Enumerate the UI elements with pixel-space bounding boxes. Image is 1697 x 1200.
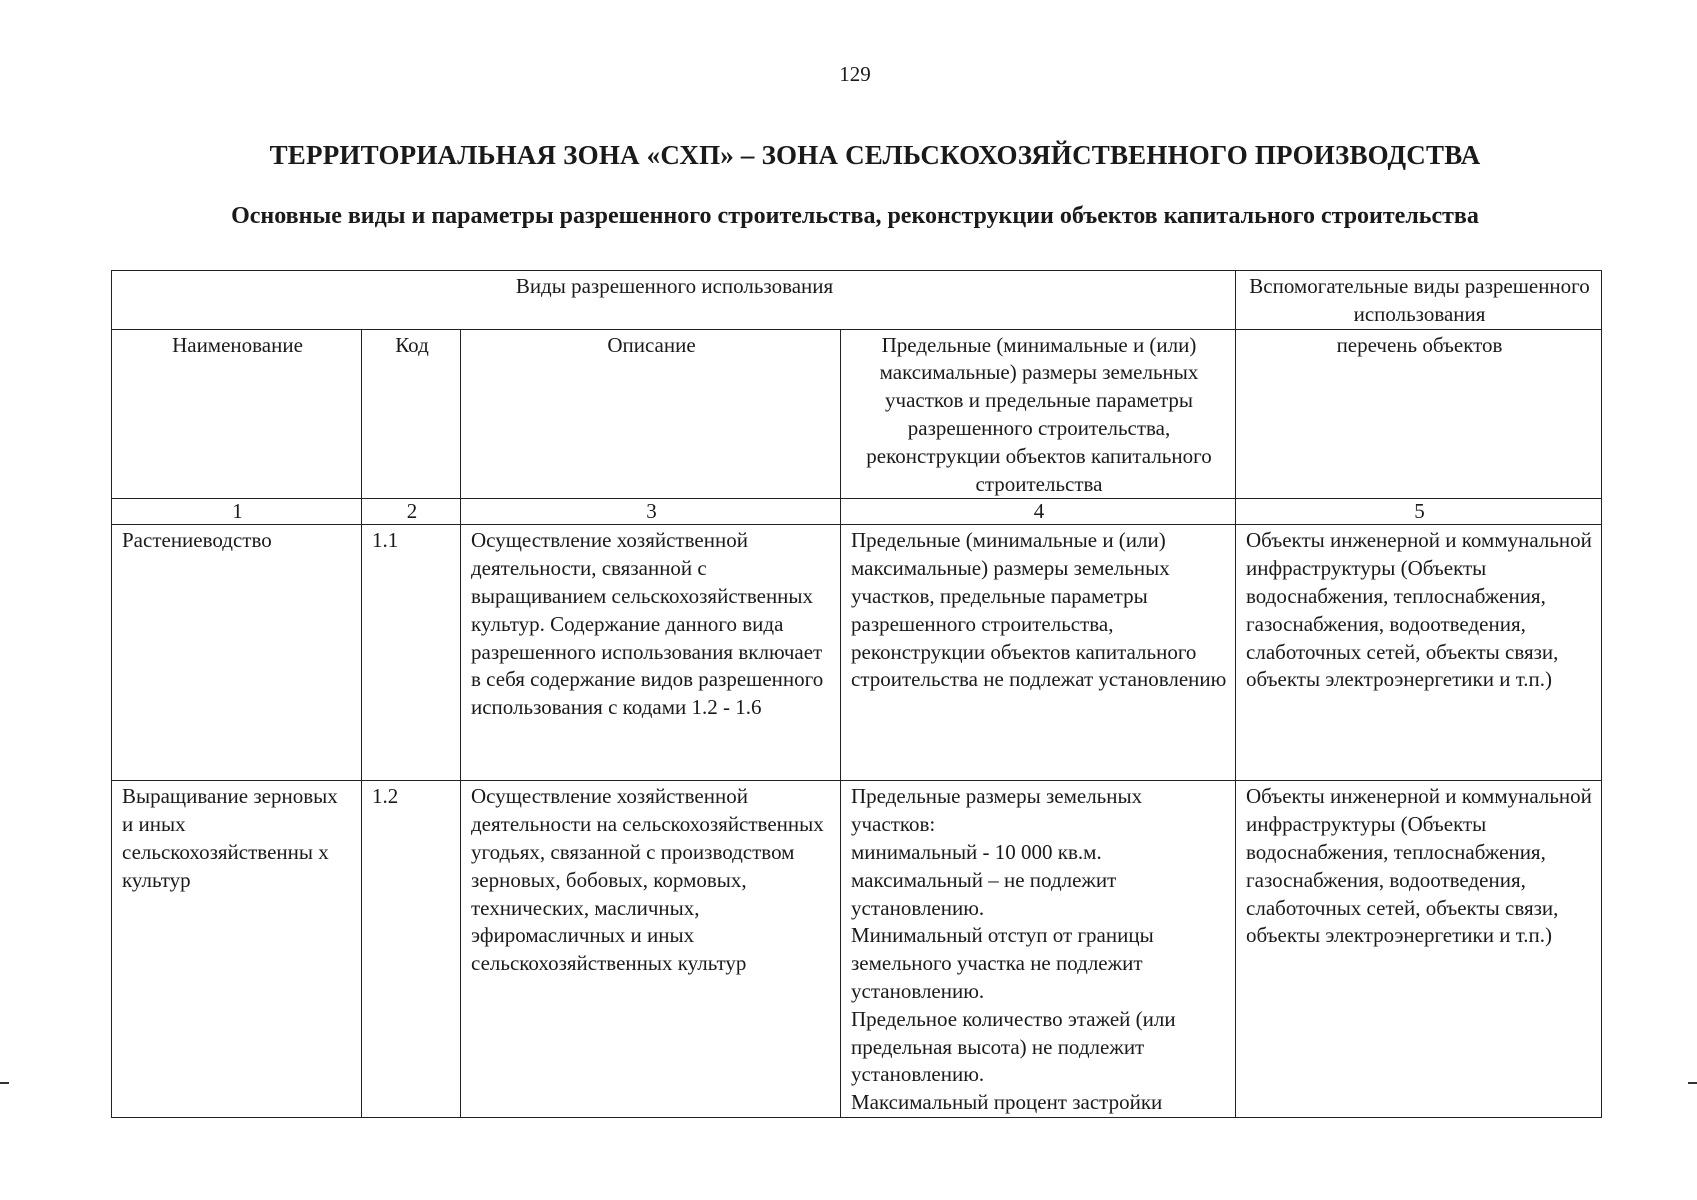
column-header-objects: перечень объектов — [1236, 329, 1602, 499]
table-column-header-row — [112, 329, 1602, 499]
table-column-number-row — [112, 499, 1602, 525]
row-parameters: Предельные (минимальные и (или) максимальные) размеры земельных участков, предельные параметры разрешенного строительства, реконструкции объектов капитального строительства не подлежат установлению — [841, 525, 1236, 781]
column-header-code: Код — [362, 329, 461, 499]
group-header-main: Виды разрешенного использования — [112, 271, 1236, 330]
row-description: Осуществление хозяйственной деятельности, связанной с выращиванием сельскохозяйственных культур. Содержание данного вида разрешенного использования включает в себя содержание видов разрешенного использования с кодами 1.2 - 1.6 — [461, 525, 841, 781]
row-name: Растениеводство — [112, 525, 362, 781]
zone-title: ТЕРРИТОРИАЛЬНАЯ ЗОНА «СХП» – ЗОНА СЕЛЬСКОХОЗЯЙСТВЕННОГО ПРОИЗВОДСТВА — [269, 140, 1481, 170]
row-auxiliary-objects: Объекты инженерной и коммунальной инфраструктуры (Объекты водоснабжения, теплоснабжения, газоснабжения, водоотведения, слаботочных сетей, объекты связи, объекты электроэнергетики и т.п.) — [1236, 525, 1602, 781]
page-number: 129 — [839, 62, 871, 86]
column-header-parameters: Предельные (минимальные и (или) максимальные) размеры земельных участков и предельные параметры разрешенного строительства, реконструкции объектов капитального строительства — [841, 329, 1236, 499]
row-name: Выращивание зерновых и иных сельскохозяйственны х культур — [112, 781, 362, 1118]
row-description: Осуществление хозяйственной деятельности на сельскохозяйственных угодьях, связанной с производством зерновых, бобовых, кормовых, технических, масличных, эфиромасличных и иных сельскохозяйственных культур — [461, 781, 841, 1118]
column-header-description: Описание — [461, 329, 841, 499]
column-header-name: Наименование — [112, 329, 362, 499]
column-number: 1 — [112, 499, 362, 525]
column-number: 3 — [461, 499, 841, 525]
table-group-header-row — [112, 271, 1602, 330]
scan-edge-mark — [1688, 1082, 1697, 1084]
section-title: Основные виды и параметры разрешенного строительства, реконструкции объектов капитального строительства — [231, 203, 1479, 229]
column-number: 2 — [362, 499, 461, 525]
zoning-table — [111, 270, 1602, 1118]
row-code: 1.2 — [362, 781, 461, 1118]
table-row — [112, 781, 1602, 1118]
table-row — [112, 525, 1602, 781]
scan-edge-mark — [0, 1082, 9, 1084]
column-number: 5 — [1236, 499, 1602, 525]
column-number: 4 — [841, 499, 1236, 525]
row-parameters: Предельные размеры земельных участков: минимальный - 10 000 кв.м. максимальный – не подлежит установлению. Минимальный отступ от границы земельного участка не подлежит установлению. Предельное количество этажей (или предельная высота) не подлежит установлению. Максимальный процент застройки — [841, 781, 1236, 1118]
row-auxiliary-objects: Объекты инженерной и коммунальной инфраструктуры (Объекты водоснабжения, теплоснабжения, газоснабжения, водоотведения, слаботочных сетей, объекты связи, объекты электроэнергетики и т.п.) — [1236, 781, 1602, 1118]
row-code: 1.1 — [362, 525, 461, 781]
group-header-auxiliary: Вспомогательные виды разрешенного использования — [1236, 271, 1602, 330]
